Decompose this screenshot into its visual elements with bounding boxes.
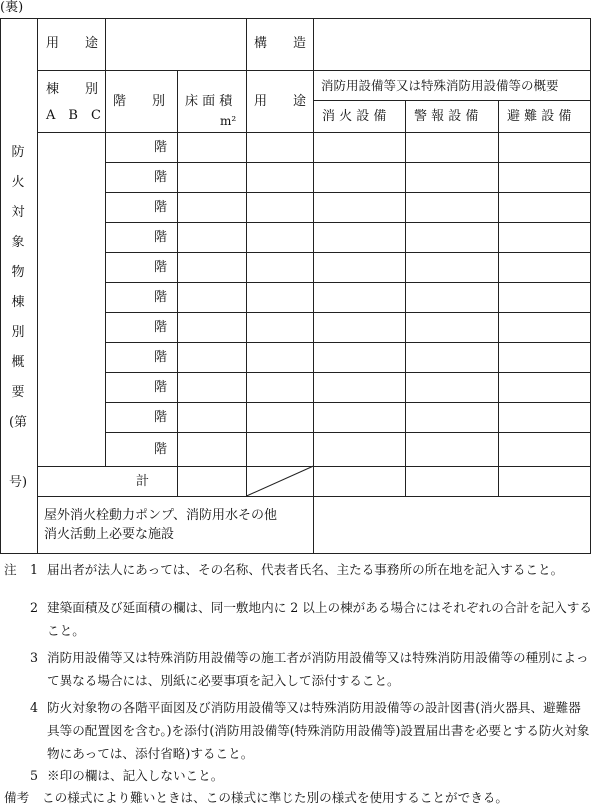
vertical-title-char [0,438,36,468]
floor-area-unit: m² [220,114,237,128]
evacuation-label: 避 難 設 備 [507,109,572,124]
floor-usage-label: 用 途 [254,94,307,109]
note-number: 4 [30,700,39,715]
floor-row-label: 階 [154,410,168,425]
vertical-title-char: 号) [8,475,28,490]
vertical-title-char: 火 [11,175,25,190]
floor-row-label: 階 [154,140,168,155]
structure-label: 構 造 [254,36,307,51]
extinguishing-label: 消 火 設 備 [322,109,387,124]
note-text: 防火対象物の各階平面図及び消防用設備等又は特殊消防用設備等の設計図書(消火器具、避難器具等の配置図を含む。)を添付(消防用設備等(特殊消防用設備等)設置届出書を必要とする防火対象物にあっては、添付省略)すること。 [47,700,590,761]
vertical-title-char: 概 [11,355,25,370]
building-overview-table [0,18,591,554]
vertical-title-char: 別 [11,325,25,340]
floor-area-label: 床 面 積 [185,94,233,109]
floor-row-label: 階 [154,170,168,185]
usage-label: 用 途 [46,36,99,51]
floor-row-label: 階 [154,260,168,275]
floor-row-label: 階 [154,230,168,245]
floor-row-label: 階 [154,350,168,365]
floor-row-label: 階 [154,380,168,395]
note-text: 建築面積及び延面積の欄は、同一敷地内に 2 以上の棟がある場合にはそれぞれの合計を記入すること。 [47,600,592,638]
outdoor-facility-label-line2: 消火活動上必要な施設 [44,527,175,542]
alarm-label: 警 報 設 備 [414,109,479,124]
floor-row-label: 階 [154,200,168,215]
building-label: 棟 別 [46,82,99,97]
note-text: 届出者が法人にあっては、その名称、代表者氏名、主たる事務所の所在地を記入すること。 [47,562,564,577]
floor-row-label: 階 [154,442,168,457]
back-side-label: (裏) [0,0,24,15]
floor-row-label: 階 [154,320,168,335]
remarks-label: 備考 [4,790,30,805]
vertical-title-char: 象 [11,235,25,250]
note-number: 3 [30,650,39,665]
vertical-title-char: (第 [8,415,28,430]
note-text: 消防用設備等又は特殊消防用設備等の施工者が消防用設備等又は特殊消防用設備等の種別によって異なる場合には、別紙に必要事項を記入して添付すること。 [47,650,589,688]
building-abc-label: A B C [46,108,101,123]
floor-label: 階 別 [113,94,166,109]
notes-label: 注 [4,562,17,577]
vertical-title-char: 防 [11,145,25,160]
vertical-title-char: 要 [11,385,25,400]
outdoor-facility-label-line1: 屋外消火栓動力ポンプ、消防用水その他 [44,508,277,523]
vertical-title-char: 棟 [11,295,25,310]
vertical-title-char: 物 [11,265,25,280]
floor-row-label: 階 [154,290,168,305]
note-number: 1 [30,562,39,577]
total-label: 計 [136,474,150,489]
vertical-title [0,138,36,498]
vertical-title-char: 対 [11,205,25,220]
remarks-text: この様式により難いときは、この様式に準じた別の様式を使用することができる。 [42,790,508,805]
equipment-overview-label: 消防用設備等又は特殊消防用設備等の概要 [321,78,559,93]
note-number: 2 [30,600,39,615]
note-text: ※印の欄は、記入しないこと。 [47,768,224,783]
note-number: 5 [30,768,39,783]
